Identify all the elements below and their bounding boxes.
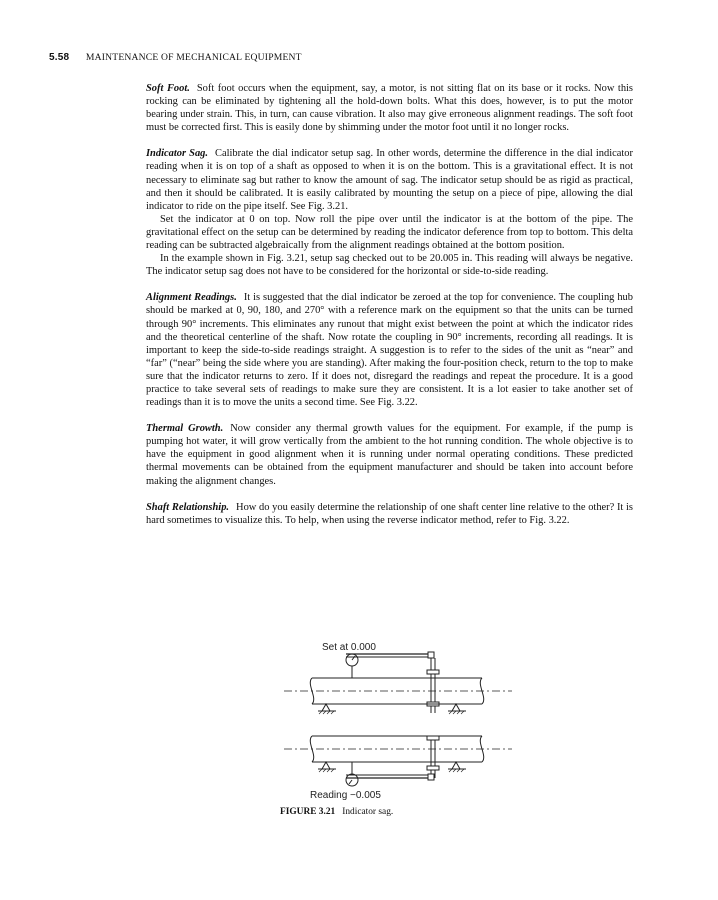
top-label: Set at 0.000 [322, 642, 376, 653]
section-alignment-readings [146, 291, 633, 409]
paragraph: Set the indicator at 0 on top. Now roll the pipe over until the indicator is at the bottom of the pipe. The gravitational effect on the setup can be determined by reading the indicator deference from top to bottom. This delta reading can be subtracted algebraically from the alignment readings obtained at the bottom position. [146, 213, 633, 252]
figure-caption [280, 807, 470, 817]
page-number: 5.58 [49, 52, 70, 63]
running-title: MAINTENANCE OF MECHANICAL EQUIPMENT [85, 52, 302, 63]
page-header [49, 52, 302, 63]
paragraph: In the example shown in Fig. 3.21, setup sag checked out to be 20.005 in. This reading will always be negative. The indicator setup sag does not have to be considered for the horizontal or side-to-side reading. [146, 253, 633, 278]
figure-indicator-sag [280, 638, 520, 803]
section-heading: Alignment Readings. [146, 292, 237, 304]
section-soft-foot [146, 82, 633, 134]
section-heading: Shaft Relationship. [146, 501, 230, 513]
section-thermal-growth [146, 422, 633, 487]
caption-text: Indicator sag. [342, 807, 394, 817]
section-heading: Indicator Sag. [146, 148, 209, 160]
section-heading: Soft Foot. [146, 83, 190, 94]
section-shaft-relationship [146, 501, 633, 527]
paragraph: Now consider any thermal growth values for the equipment. For example, if the pump is pumping hot water, it will grow vertically from the ambient to the hot running condition. The whole objective is to have the equipment in good alignment when it is running under normal operating conditions. These predicted thermal movements can be obtained from the equipment manufacturer and should be taken into account before making the alignment changes. [146, 423, 633, 487]
indicator-sag-diagram [280, 638, 520, 803]
section-indicator-sag [146, 147, 633, 278]
bottom-label: Reading −0.005 [310, 790, 381, 801]
body-text [146, 82, 633, 540]
paragraph: How do you easily determine the relationship of one shaft center line relative to the other? It is hard sometimes to visualize this. To help, when using the reverse indicator method, refer to Fig. 3.22. [146, 501, 633, 526]
caption-label: FIGURE 3.21 [280, 807, 336, 817]
section-heading: Thermal Growth. [146, 423, 224, 435]
paragraph: Soft foot occurs when the equipment, say, a motor, is not sitting flat on its base or it rocks. Now this rocking can be eliminated by tightening all the hold-down bolts. What this does, however, is to put the motor bearing under strain. This, in turn, can cause vibration. It also may give erroneous alignment readings. The soft foot must be corrected first. This is easily done by shimming under the motor foot until it no longer rocks. [146, 83, 633, 134]
paragraph: Calibrate the dial indicator setup sag. In other words, determine the difference in the dial indicator reading when it is on top of a shaft as opposed to when it is on the bottom. This is a gravitational effect. It is not necessary to eliminate sag but rather to know the amount of sag. The indicator setup should be as rigid as practical, and then it should be calibrated. It is easily calibrated by mounting the setup on a piece of pipe, allowing the dial indicator to ride on the pipe itself. See Fig. 3.21. [146, 148, 633, 212]
paragraph: It is suggested that the dial indicator be zeroed at the top for convenience. The coupling hub should be marked at 0, 90, 180, and 270° with a reference mark on the equipment so that the units can be turned through 90° increments. This eliminates any runout that might exist between the point at which the indicator rides and the theoretical centerline of the shaft. Now rotate the coupling in 90° increments, recording all readings. It is important to keep the side-to-side readings straight. A suggestion is to refer to the sides of the unit as “near” and “far” (“near” being the side where you are standing). After making the four-position check, return to the top to make sure that the indicator returns to zero. If it does not, disregard the readings and repeat the procedure. It is a good practice to take several sets of readings to make sure they are consistent. It is a lot easier to take another set of readings than it is to move the units a second time. See Fig. 3.22. [146, 292, 633, 409]
